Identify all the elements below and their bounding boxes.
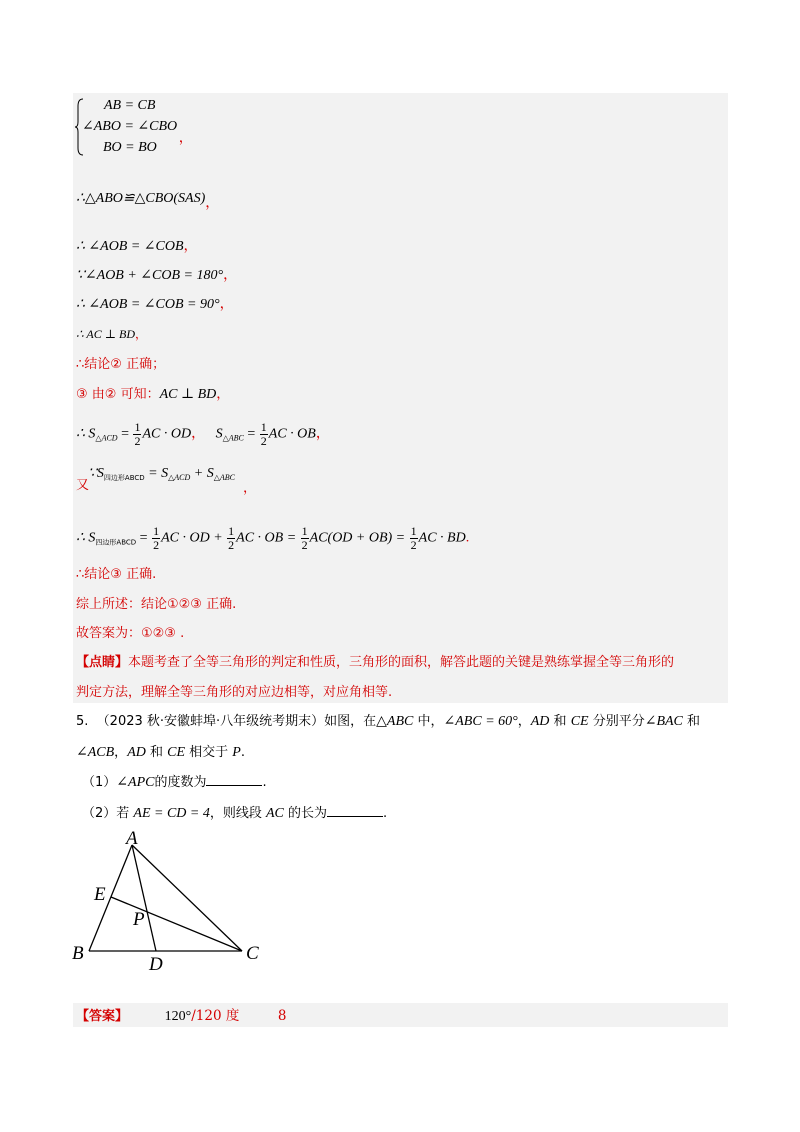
problem5-question-2: （2）若 AE = CD = 4，则线段 AC 的长为 . xyxy=(82,806,388,821)
answer-row: 【答案】 120°/120 度 8 xyxy=(76,1008,287,1024)
segment-ad xyxy=(132,845,156,951)
item-3: ③ 由② 可知：AC ⊥ BD， xyxy=(76,386,230,402)
quad-area: $\because S_{四边形ABCD} = S_{\triangle ACD} + S_{\triangle ABC}$ xyxy=(88,466,235,482)
comment-line-2: 判定方法，理解全等三角形的对应边相等，对应角相等. xyxy=(76,685,393,700)
step-perpendicular: ∴ AC ⊥ BD， xyxy=(76,327,148,341)
step-right-angle: ∴ ∠AOB = ∠COB = 90°， xyxy=(76,297,234,312)
answer-line: 故答案为：①②③ . xyxy=(76,626,185,641)
label-p: P xyxy=(133,909,145,930)
also-label: 又 xyxy=(76,478,90,493)
system-line-3: BO = BO， xyxy=(103,131,193,155)
summary: 综上所述：结论①②③ 正确. xyxy=(76,597,237,612)
quad-area-comma: ， xyxy=(243,480,257,496)
triangle-figure xyxy=(60,825,280,975)
label-c: C xyxy=(246,943,259,964)
final-area: ∴ $S_{四边形ABCD}$ = $\frac{1}{2}$ AC · OD + $\frac{1}{2}$ AC · OB = $\frac{1}{2}$ AC(OD + OB) = $\frac{1}{2}$ AC · BD. xyxy=(76,524,470,552)
problem5-stem-line2: ∠ACB，AD 和 CE 相交于 P. xyxy=(76,745,245,760)
segment-ce xyxy=(111,897,242,951)
conclusion-3: ∴结论③ 正确. xyxy=(76,567,157,582)
label-b: B xyxy=(72,943,84,964)
system-line-1: AB = CB xyxy=(104,98,156,113)
problem5-question-1: （1）∠APC的度数为 . xyxy=(82,775,267,790)
congruence-statement: ∴△ABO≌△CBO(SAS)， xyxy=(76,191,220,211)
answer-blank-1[interactable] xyxy=(206,775,262,786)
label-e: E xyxy=(94,884,106,905)
area-formulas: ∴ $S_{\triangle ACD}$ = $\frac{1}{2}$ AC · OD， $S_{\triangle ABC}$ = $\frac{1}{2}$ AC · OB， xyxy=(76,420,330,448)
step-angles-equal: ∴ ∠AOB = ∠COB， xyxy=(76,239,198,254)
step-angle-sum: ∵∠AOB + ∠COB = 180°， xyxy=(76,268,238,283)
label-a: A xyxy=(126,828,138,849)
conclusion-2: ∴结论② 正确； xyxy=(76,357,166,372)
side-ac xyxy=(132,845,242,951)
comment-line-1: 【点睛】本题考查了全等三角形的判定和性质，三角形的面积，解答此题的关键是熟练掌握全等三角形的 xyxy=(76,655,675,670)
problem5-stem-line1: 5. （2023 秋·安徽蚌埠·八年级统考期末）如图，在△ABC 中，∠ABC = 60°，AD 和 CE 分别平分∠BAC 和 xyxy=(76,714,701,729)
system-line-2: ∠ABO = ∠CBO xyxy=(82,119,178,134)
label-d: D xyxy=(149,954,163,975)
answer-blank-2[interactable] xyxy=(327,806,383,817)
